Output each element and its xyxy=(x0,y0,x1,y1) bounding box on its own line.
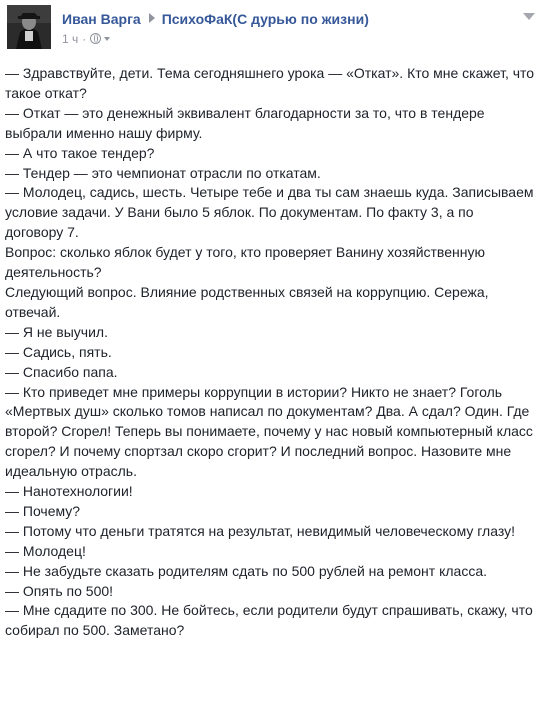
post-text-line: — Кто приведет мне примеры коррупции в истории? Никто не знает? Гоголь «Мертвых душ» сколько томов написал по документам? Два. А сдал? Один. Где второй? Сгорел! Теперь вы понимаете, почему у нас новый компьютерный класс сгорел? И почему спортзал скоро сгорит? И последний вопрос. Назовите мне идеальную отрасль. xyxy=(5,383,533,480)
post-text-line: — Здравствуйте, дети. Тема сегодняшнего урока — «Откат». Кто мне скажет, что такое откат? xyxy=(5,65,535,101)
post-text-line: Вопрос: сколько яблок будет у того, кто проверяет Ванину хозяйственную деятельность? xyxy=(5,244,485,281)
post-text-line: — А что такое тендер? xyxy=(5,144,155,161)
post-text-line: — Опять по 500! xyxy=(5,582,114,599)
post-text-line: — Молодец, садись, шесть. Четыре тебе и два ты сам знаешь куда. Записываем условие задачи. У Вани было 5 яблок. По документам. По факту 3, а по договору 7. xyxy=(5,184,534,241)
author-link[interactable]: Иван Варга xyxy=(62,11,141,27)
post-text-line: — Я не выучил. xyxy=(5,323,108,340)
chevron-down-icon[interactable] xyxy=(523,13,535,20)
post-text-line: — Не забудьте сказать родителям сдать по 500 рублей на ремонт класса. xyxy=(5,562,488,579)
avatar-image xyxy=(7,5,51,49)
post-text-line: — Спасибо папа. xyxy=(5,363,118,380)
caret-down-icon xyxy=(104,37,110,41)
post-header xyxy=(7,5,535,57)
post-time-line xyxy=(62,31,505,47)
author-line xyxy=(62,10,505,28)
timestamp[interactable]: 1 ч xyxy=(62,32,79,46)
post-meta xyxy=(62,10,505,50)
avatar[interactable] xyxy=(7,5,51,49)
post-text-line: — Тендер — это чемпионат отрасли по откатам. xyxy=(5,164,321,181)
post-text-line: — Почему? xyxy=(5,502,81,519)
globe-icon[interactable] xyxy=(90,33,101,44)
arrow-right-icon xyxy=(149,13,155,23)
group-link[interactable]: ПсихоФаК(С дурью по жизни) xyxy=(161,11,369,27)
post-text xyxy=(5,64,535,641)
post-text-line: — Откат — это денежный эквивалент благодарности за то, что в тендере выбрали именно нашу фирму. xyxy=(5,104,485,141)
post-text-line: — Молодец! xyxy=(5,542,86,559)
post-text-line: — Нанотехнологии! xyxy=(5,483,133,500)
post-text-line: — Садись, пять. xyxy=(5,343,112,360)
separator-dot: · xyxy=(82,32,87,46)
post-text-line: Следующий вопрос. Влияние родственных связей на коррупцию. Сережа, отвечай. xyxy=(5,283,489,320)
post-text-line: — Мне сдадите по 300. Не бойтесь, если родители будут спрашивать, скажу, что собирал по 500. Заметано? xyxy=(5,602,533,639)
post-text-line: — Потому что деньги тратятся на результат, невидимый человеческому глазу! xyxy=(5,522,515,539)
